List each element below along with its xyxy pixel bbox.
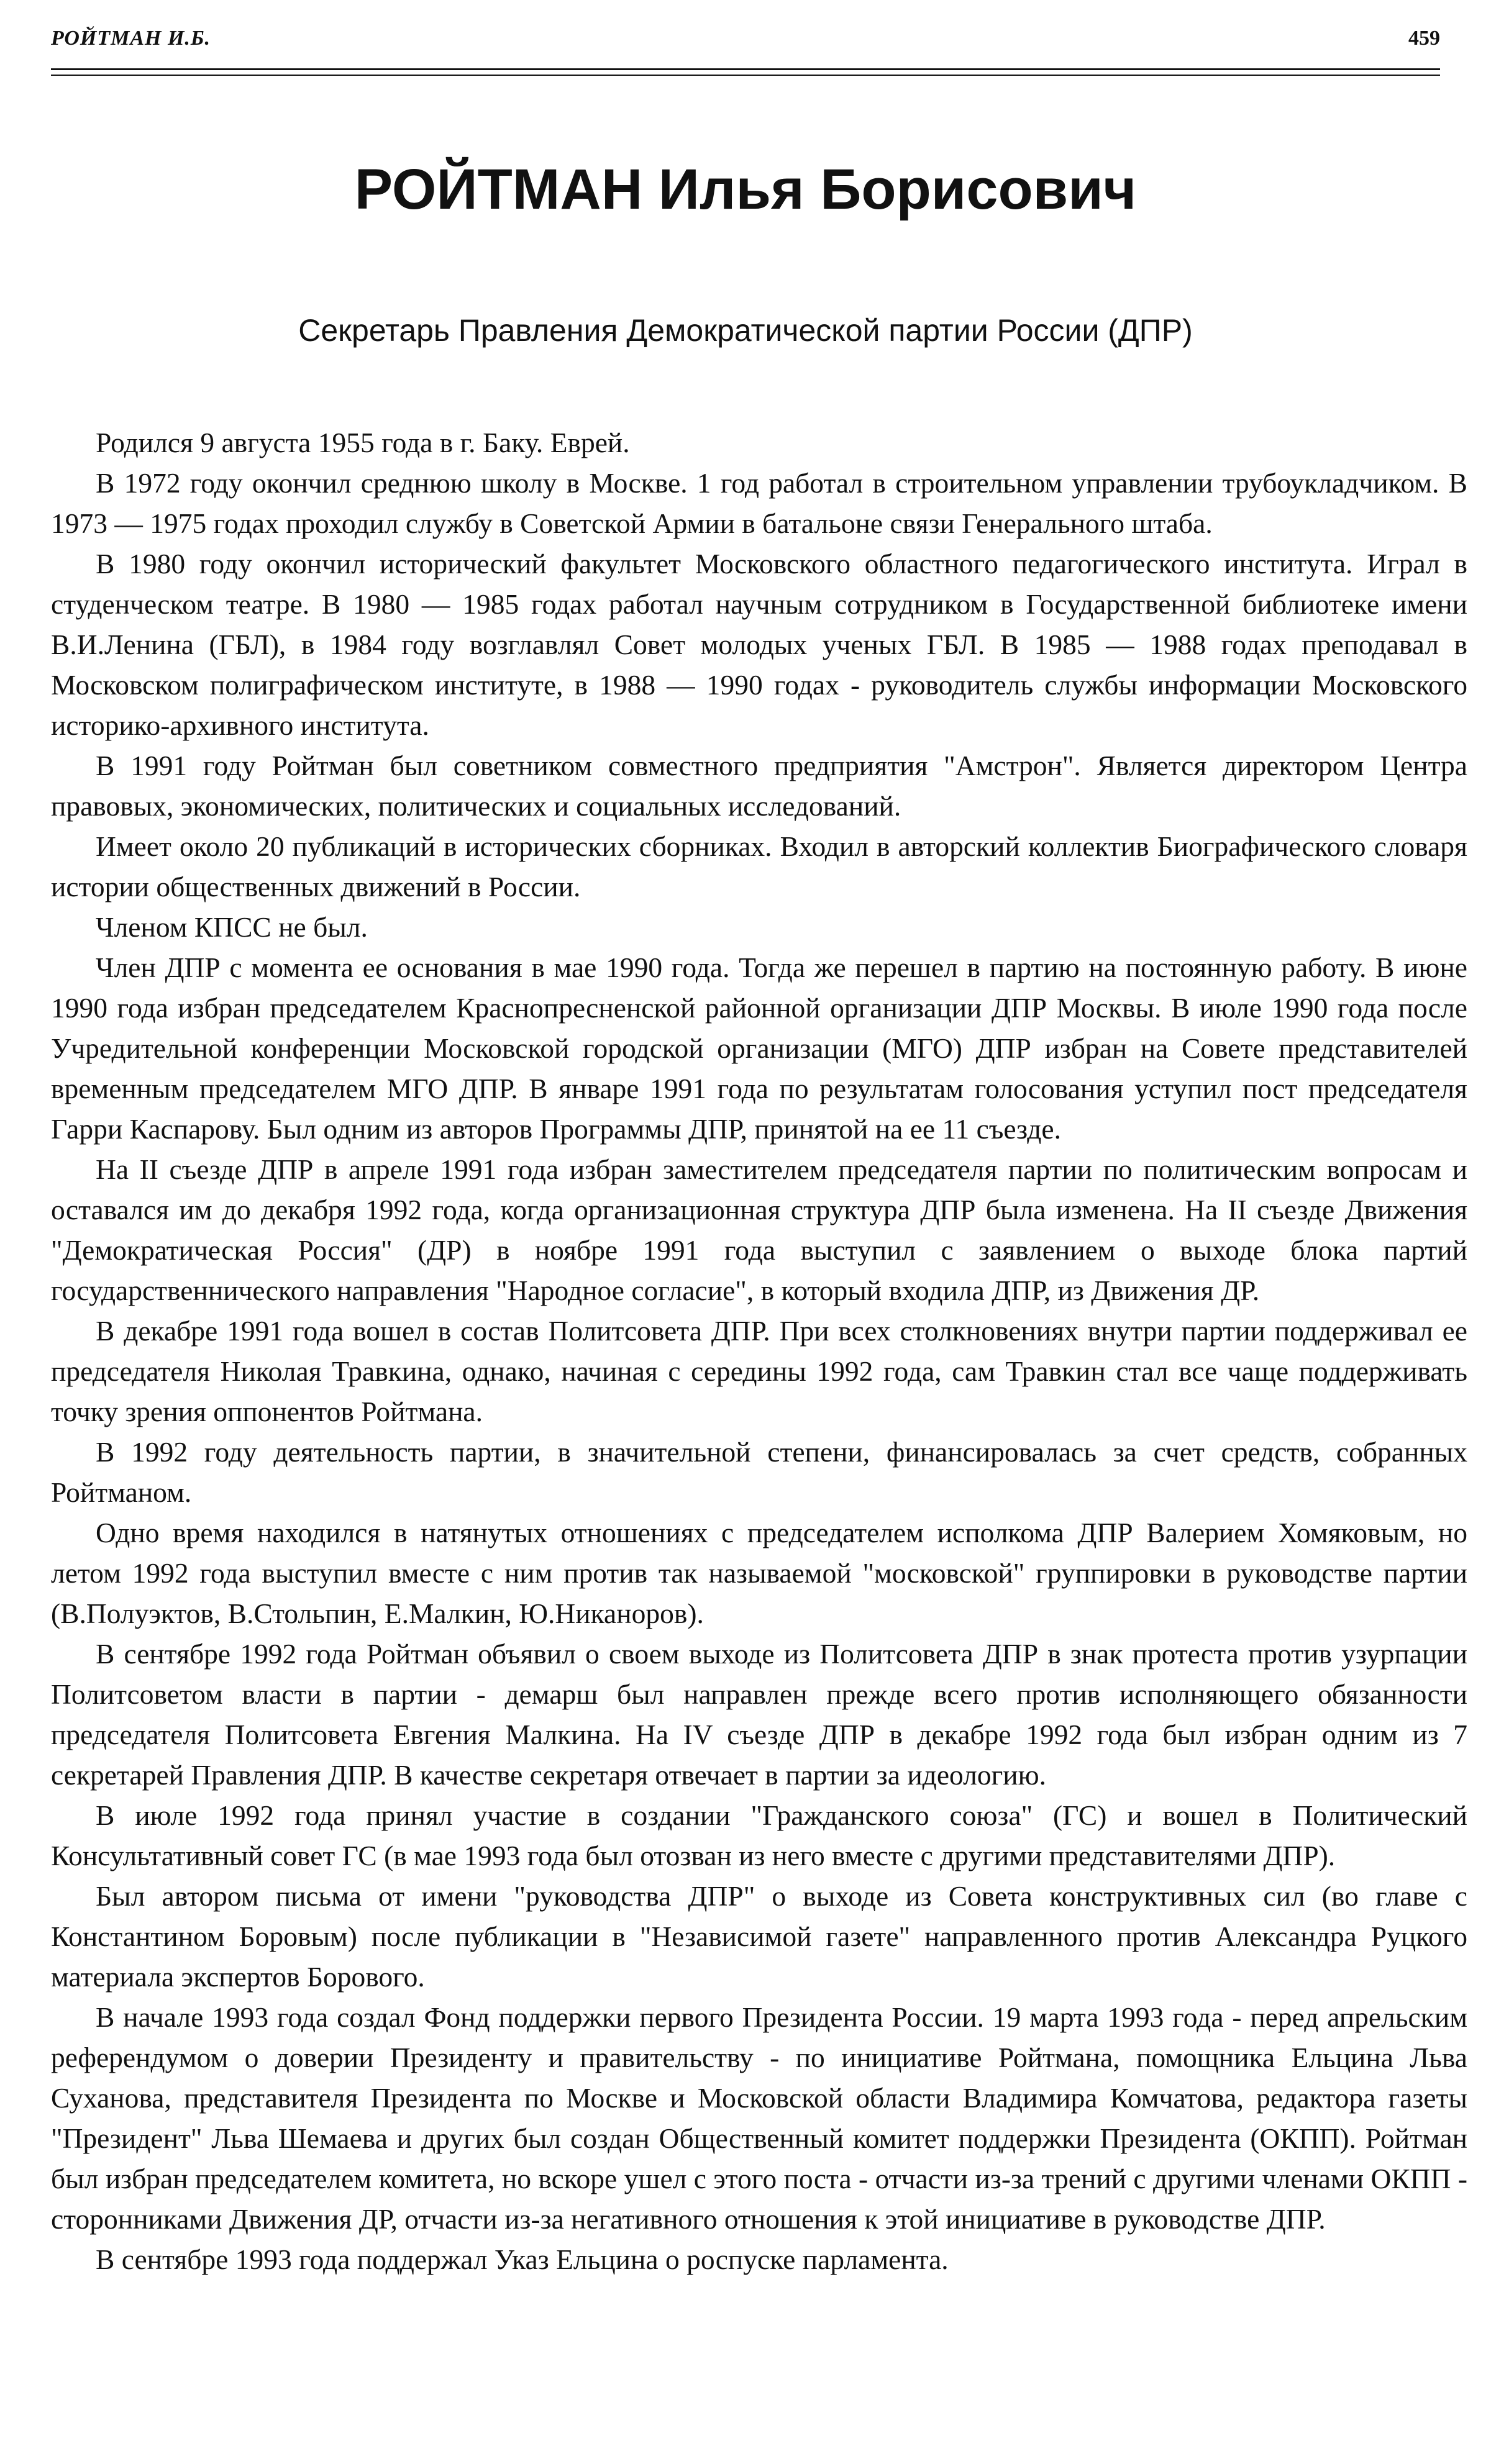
body-paragraph: В 1991 году Ройтман был советником совместного предприятия "Амстрон". Является директором Центра правовых, экономических, политических и социальных исследований. xyxy=(51,750,1467,822)
body-paragraph: Имеет около 20 публикаций в исторических сборниках. Входил в авторский коллектив Биографического словаря истории общественных движений в России. xyxy=(51,830,1467,902)
header-rule-bottom xyxy=(51,75,1440,76)
running-head-author: РОЙТМАН И.Б. xyxy=(51,27,211,50)
body-paragraph: Одно время находился в натянутых отношениях с председателем исполкома ДПР Валерием Хомяковым, но летом 1992 года выступил вместе с ним против так называемой "московской" группировки в руководстве партии (В.Полуэктов, В.Стольпин, Е.Малкин, Ю.Никаноров). xyxy=(51,1517,1467,1629)
running-head xyxy=(51,25,1440,68)
body-paragraph: Членом КПСС не был. xyxy=(96,911,368,943)
body-paragraph: Член ДПР с момента ее основания в мае 1990 года. Тогда же перешел в партию на постоянную работу. В июне 1990 года избран председателем Краснопресненской районной организации ДПР Москвы. В июле 1990 года после Учредительной конференции Московской городской организации (МГО) ДПР избран на Совете представителей временным председателем МГО ДПР. В январе 1991 года по результатам голосования уступил пост председателя Гарри Каспарову. Был одним из авторов Программы ДПР, принятой на ее 11 съезде. xyxy=(51,952,1467,1145)
body-paragraph: В 1992 году деятельность партии, в значительной степени, финансировалась за счет средств, собранных Ройтманом. xyxy=(51,1436,1467,1508)
body-paragraph: Родился 9 августа 1955 года в г. Баку. Еврей. xyxy=(96,427,630,458)
body-paragraph: В начале 1993 года создал Фонд поддержки первого Президента России. 19 марта 1993 года - перед апрельским референдумом о доверии Президенту и правительству - по инициативе Ройтмана, помощника Ельцина Льва Суханова, представителя Президента по Москве и Московской области Владимира Комчатова, редактора газеты "Президент" Льва Шемаева и других был создан Общественный комитет поддержки Президента (ОКПП). Ройтман был избран председателем комитета, но вскоре ушел с этого поста - отчасти из-за трений с другими членами ОКПП - сторонниками Движения ДР, отчасти из-за негативного отношения к этой инициативе в руководстве ДПР. xyxy=(51,2001,1467,2235)
body-paragraph: В 1980 году окончил исторический факультет Московского областного педагогического института. Играл в студенческом театре. В 1980 — 1985 годах работал научным сотрудником в Государственной библиотеке имени В.И.Ленина (ГБЛ), в 1984 году возглавлял Совет молодых ученых ГБЛ. В 1985 — 1988 годах преподавал в Московском полиграфическом институте, в 1988 — 1990 годах - руководитель службы информации Московского историко-архивного института. xyxy=(51,548,1467,741)
page-number: 459 xyxy=(1408,27,1440,50)
body-paragraph: На II съезде ДПР в апреле 1991 года избран заместителем председателя партии по политическим вопросам и оставался им до декабря 1992 года, когда организационная структура ДПР была изменена. На II съезде Движения "Демократическая Россия" (ДР) в ноябре 1991 года выступил с заявлением о выходе блока партий государственнического направления "Народное согласие", в который входила ДПР, из Движения ДР. xyxy=(51,1153,1467,1306)
body-paragraph: Был автором письма от имени "руководства ДПР" о выходе из Совета конструктивных сил (во главе с Константином Боровым) после публикации в "Независимой газете" направленного против Александра Руцкого материала экспертов Борового. xyxy=(51,1880,1467,1993)
body-paragraph: В июле 1992 года принял участие в создании "Гражданского союза" (ГС) и вошел в Политический Консультативный совет ГС (в мае 1993 года был отозван из него вместе с другими представителями ДПР). xyxy=(51,1799,1467,1871)
body-paragraph: В сентябре 1993 года поддержал Указ Ельцина о роспуске парламента. xyxy=(96,2244,949,2275)
header-rule-top xyxy=(51,68,1440,70)
body-paragraph: В декабре 1991 года вошел в состав Политсовета ДПР. При всех столкновениях внутри партии поддерживал ее председателя Николая Травкина, однако, начиная с середины 1992 года, сам Травкин стал все чаще поддерживать точку зрения оппонентов Ройтмана. xyxy=(51,1315,1467,1427)
article-subtitle: Секретарь Правления Демократической партии России (ДПР) xyxy=(298,313,1193,348)
body-paragraph: В сентябре 1992 года Ройтман объявил о своем выходе из Политсовета ДПР в знак протеста против узурпации Политсоветом власти в партии - демарш был направлен прежде всего против исполняющего обязанности председателя Политсовета Евгения Малкина. На IV съезде ДПР в декабре 1992 года был избран одним из 7 секретарей Правления ДПР. В качестве секретаря отвечает в партии за идеологию. xyxy=(51,1638,1467,1791)
article-title: РОЙТМАН Илья Борисович xyxy=(354,158,1137,221)
article-body xyxy=(51,422,1467,2280)
body-paragraph: В 1972 году окончил среднюю школу в Москве. 1 год работал в строительном управлении трубоукладчиком. В 1973 — 1975 годах проходил службу в Советской Армии в батальоне связи Генерального штаба. xyxy=(51,467,1467,539)
